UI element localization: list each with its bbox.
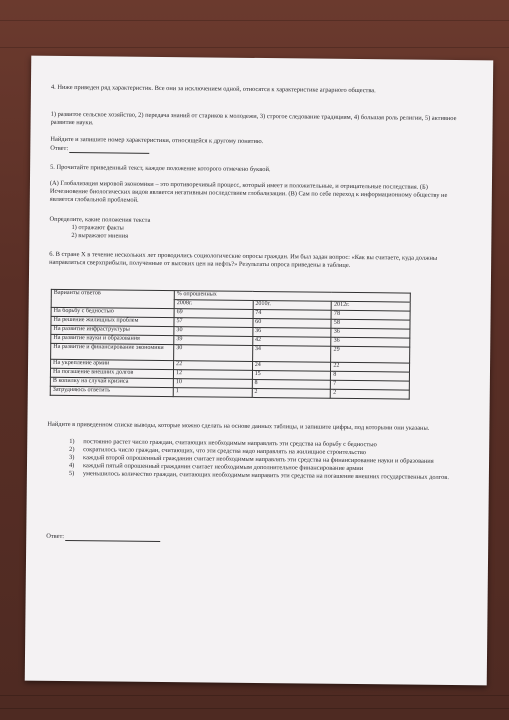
conclusions-list	[47, 438, 481, 483]
task5-text: (А) Глобализация мировой экономики – это противоречивый процесс, который имеет и положительные, и отрицательные последствия. (Б) Исчезновение биологических видов является негативным последствием глобализации. (В) Сам по себе переход к информационному обществу не является глобальной проблемой.	[49, 179, 448, 204]
row-label: На развитие инфраструктуры	[51, 325, 174, 335]
cell-value: 7	[331, 380, 410, 390]
task4-question: 4. Ниже приведен ряд характеристик. Все они за исключением одной, относятся к характеристике аграрного общества.	[50, 83, 376, 95]
cell-value: 2	[252, 388, 331, 398]
year-header: 2008г.	[174, 300, 253, 310]
item-number: 2)	[69, 446, 75, 454]
item-text: постоянно растет число граждан, считающих необходимым направлять эти средства на борьбу с бедностью	[83, 438, 377, 449]
cell-value: 69	[174, 309, 253, 319]
item-number: 1)	[69, 438, 75, 446]
cell-value: 8	[252, 379, 331, 389]
task6-instruction: Найдите в приведенном списке выводы, которые можно сделать на основе данных таблицы, и запишите цифры, под которыми они указаны.	[47, 420, 430, 432]
header-percent: % опрошенных	[174, 291, 410, 302]
cell-value: 30	[174, 345, 253, 362]
row-label: На борьбу с бедностью	[51, 307, 174, 317]
cell-value: 22	[331, 362, 410, 372]
cell-value: 15	[252, 370, 331, 380]
cell-value: 24	[252, 361, 331, 371]
task4-instruction: Найдите и запишите номер характеристики, относящейся к другому понятию.	[50, 135, 264, 146]
cell-value: 57	[174, 318, 253, 328]
cell-value: 36	[331, 328, 410, 338]
cell-value: 36	[253, 327, 332, 337]
cell-value: 60	[253, 318, 332, 328]
row-label: На погашение внешних долгов	[50, 368, 173, 378]
row-label: Затрудняюсь ответить	[50, 386, 173, 396]
row-label: На развитие науки и образования	[51, 334, 174, 344]
item-number: 3)	[69, 454, 75, 462]
year-header: 2012г.	[331, 301, 410, 311]
task5-option: 1) отражают факты	[71, 224, 124, 232]
row-label: На решение жилищных проблем	[51, 316, 174, 326]
cell-value: 36	[331, 337, 410, 347]
cell-value: 39	[174, 336, 253, 346]
item-text: каждый второй опрошенный гражданин считает необходимым направлять эти средства на финансирование науки и образования	[83, 454, 434, 465]
header-variants: Варианты ответов	[51, 289, 174, 308]
worksheet-paper	[25, 56, 494, 686]
cell-value: 30	[174, 327, 253, 337]
cell-value: 12	[173, 370, 252, 380]
cell-value: 22	[174, 361, 253, 371]
answer-label: Ответ:	[50, 144, 69, 152]
answer-line	[70, 145, 150, 154]
task5-instruction: Определите, какие положения текста	[49, 215, 151, 224]
cell-value: 10	[173, 379, 252, 389]
row-label: В копилку на случай кризиса	[50, 377, 173, 387]
cell-value: 2	[331, 389, 410, 399]
item-text: уменьшилось количество граждан, считающих необходимым направить эти средства на погашение внешних государственных долгов.	[82, 470, 449, 481]
task4-items: 1) развитое сельское хозяйство, 2) передача знаний от стариков к молодежи, 3) строгое следование традициям, 4) большая роль религии, 5) активное развитие науки.	[50, 110, 457, 127]
task5-option: 2) выражают мнения	[71, 232, 129, 240]
cell-value: 1	[173, 388, 252, 398]
row-label: На развитие и финансирование экономики	[51, 343, 174, 360]
cell-value: 74	[253, 309, 332, 319]
answer-label: Ответ:	[46, 532, 65, 540]
item-text: сократилось число граждан, считающих, что эти средства надо направлять на жилищное строительство	[83, 446, 367, 457]
cell-value: 29	[331, 346, 410, 363]
task5-question: 5. Прочитайте приведенный текст, каждое положение которого отмечено буквой.	[50, 163, 271, 174]
cell-value: 8	[331, 371, 410, 381]
survey-table	[50, 289, 411, 400]
item-number: 5)	[68, 470, 75, 478]
item-number: 4)	[68, 462, 75, 470]
row-label: На укрепление армии	[51, 359, 174, 369]
cell-value: 42	[252, 336, 331, 346]
task6-intro: 6. В стране Х в течение нескольких лет проводились социологические опросы граждан. Им был задан вопрос: «Как вы считаете, куда должны направляться сверхприбыли, полученные от высоких цен на нефть?» Результаты опроса приведены в таблице.	[49, 250, 438, 269]
answer-line	[66, 533, 161, 542]
cell-value: 78	[331, 310, 410, 320]
item-text: каждый пятый опрошенный гражданин считает необходимым дополнительное финансирование армии	[82, 462, 364, 473]
task6-answer	[46, 533, 458, 545]
year-header: 2010г.	[253, 300, 332, 310]
cell-value: 34	[252, 345, 331, 362]
cell-value: 58	[331, 319, 410, 329]
